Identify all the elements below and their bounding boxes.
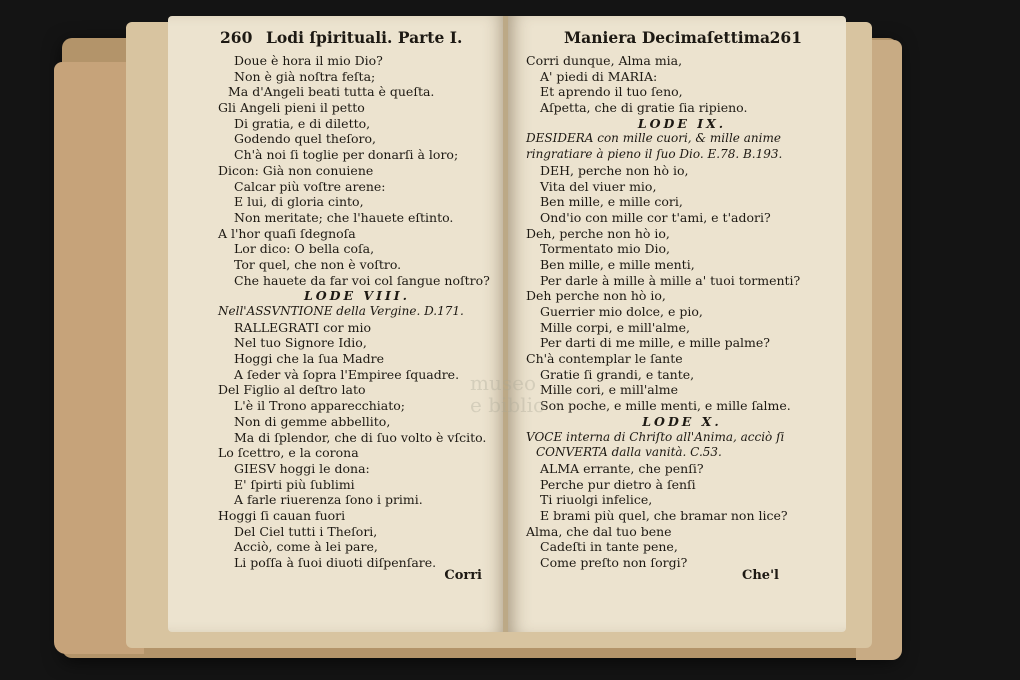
verse-line: Lor dico: O bella coſa,	[234, 241, 375, 257]
verse-line: Godendo quel theſoro,	[234, 131, 376, 147]
page-number: 261	[769, 28, 802, 47]
verse-line: Hoggi ſi cauan fuori	[218, 507, 346, 523]
right-page	[508, 16, 846, 632]
verse-line: Calcar più voſtre arene:	[234, 178, 386, 194]
section-title: LODE X.	[642, 413, 722, 429]
verse-line: Et aprendo il tuo ſeno,	[540, 84, 683, 100]
page-number: 260	[220, 28, 253, 47]
verse-line: Di gratia, e di diletto,	[234, 115, 371, 131]
verse-line: A farle riuerenza ſono i primi.	[234, 492, 423, 508]
museum-watermark	[470, 372, 580, 442]
section-title: LODE VIII.	[304, 288, 410, 304]
verse-line: Vita del viuer mio,	[540, 178, 657, 194]
section-rubric: ringratiare à pieno il ſuo Dio. E.78. B.193.	[526, 147, 783, 162]
verse-line: Cadeſti in tante pene,	[540, 539, 678, 555]
verse-line: Ond'io con mille cor t'ami, e t'adori?	[540, 209, 771, 225]
right-page-text	[508, 53, 846, 571]
verse-line: Dicon: Già non conuiene	[218, 162, 374, 178]
verse-line: Per darle à mille à mille a' tuoi tormenti?	[540, 272, 801, 288]
running-title: Maniera Decimaſettima.	[564, 28, 776, 47]
verse-line: E' ſpirti più ſublimi	[234, 476, 355, 492]
verse-line: A' piedi di MARIA:	[540, 68, 658, 84]
verse-line: Ti riuolgi infelice,	[540, 492, 653, 508]
catchword: Che'l	[742, 568, 779, 584]
verse-line: Per darti di me mille, e mille palme?	[540, 335, 770, 351]
verse-line: Tormentato mio Dio,	[540, 241, 671, 257]
verse-line: L'è il Trono apparecchiato;	[234, 398, 406, 414]
verse-line: Ben mille, e mille menti,	[540, 256, 695, 272]
section-rubric: Nell'ASSVNTIONE della Vergine. D.171.	[218, 304, 464, 318]
watermark-line: museo	[470, 371, 536, 395]
verse-line: Non di gemme abbellito,	[234, 413, 391, 429]
section-title: LODE IX.	[637, 115, 727, 131]
watermark-line: e biblio	[470, 393, 546, 417]
verse-line: Ch'à noi ſi toglie per donarſi à loro;	[234, 147, 459, 163]
verse-line: Gli Angeli pieni il petto	[218, 100, 365, 116]
verse-line: A ſeder và ſopra l'Empiree ſquadre.	[234, 366, 460, 382]
verse-line: RALLEGRATI cor mio	[234, 319, 372, 335]
verse-line: Acciò, come à lei pare,	[234, 539, 378, 555]
running-title: Lodi ſpirituali. Parte I.	[266, 28, 463, 47]
verse-line: Lo ſcettro, e la corona	[218, 445, 359, 461]
verse-line: Mille corpi, e mill'alme,	[540, 319, 690, 335]
verse-line: A l'hor quaſi ſdegnoſa	[218, 225, 356, 241]
section-rubric: VOCE interna di Chriſto all'Anima, acciò ſi	[526, 429, 785, 444]
verse-line: Del Ciel tutti i Theſori,	[234, 523, 378, 539]
verse-line: DEH, perche non hò io,	[540, 162, 689, 178]
verse-line: Aſpetta, che di gratie ſia ripieno.	[540, 100, 748, 116]
verse-line: Che hauete da far voi col ſangue noſtro?	[234, 272, 490, 288]
verse-line: E brami più quel, che bramar non lice?	[540, 507, 788, 523]
verse-line: Non meritate; che l'hauete eſtinto.	[234, 209, 454, 225]
verse-line: Perche pur dietro à ſenſi	[540, 476, 696, 492]
left-page	[168, 16, 506, 632]
verse-line: Ma d'Angeli beati tutta è queſta.	[228, 84, 435, 100]
verse-line: Tor quel, che non è voſtro.	[234, 256, 402, 272]
verse-line: GIESV hoggi le dona:	[234, 460, 370, 476]
verse-line: Ben mille, e mille cori,	[540, 194, 683, 210]
verse-line: Non è già noſtra feſta;	[234, 68, 376, 84]
verse-line: Del Figlio al deſtro lato	[218, 382, 366, 398]
verse-line: Nel tuo Signore Idio,	[234, 335, 367, 351]
left-page-text	[168, 53, 506, 571]
verse-line: Corri dunque, Alma mia,	[526, 53, 683, 68]
verse-line: Deh perche non hò io,	[526, 288, 666, 304]
left-page-header	[168, 30, 506, 50]
catchword: Corri	[444, 568, 482, 584]
verse-line: Come preſto non ſorgi?	[540, 555, 688, 570]
verse-line: Deh, perche non hò io,	[526, 225, 670, 241]
verse-line: Mille cori, e mill'alme	[540, 382, 678, 398]
verse-line: Alma, che dal tuo bene	[526, 523, 672, 539]
verse-line: Doue è hora il mio Dio?	[234, 53, 383, 68]
verse-line: ALMA errante, che penſi?	[540, 460, 704, 476]
verse-line: Son poche, e mille menti, e mille ſalme.	[540, 398, 791, 414]
right-page-header	[508, 30, 846, 50]
verse-line: E lui, di gloria cinto,	[234, 194, 364, 210]
verse-line: Guerrier mio dolce, e pio,	[540, 304, 703, 319]
verse-line: Ch'à contemplar le ſante	[526, 351, 683, 367]
section-rubric: DESIDERA con mille cuori, & mille anime	[526, 131, 781, 146]
verse-line: Ma di ſplendor, che di ſuo volto è vſcito.	[234, 429, 487, 445]
verse-line: Hoggi che la ſua Madre	[234, 351, 384, 367]
verse-line: Li poſſa à ſuoi diuoti diſpenſare.	[234, 555, 437, 570]
verse-line: Gratie ſi grandi, e tante,	[540, 366, 695, 382]
section-rubric: CONVERTA dalla vanità. C.53.	[536, 445, 722, 460]
